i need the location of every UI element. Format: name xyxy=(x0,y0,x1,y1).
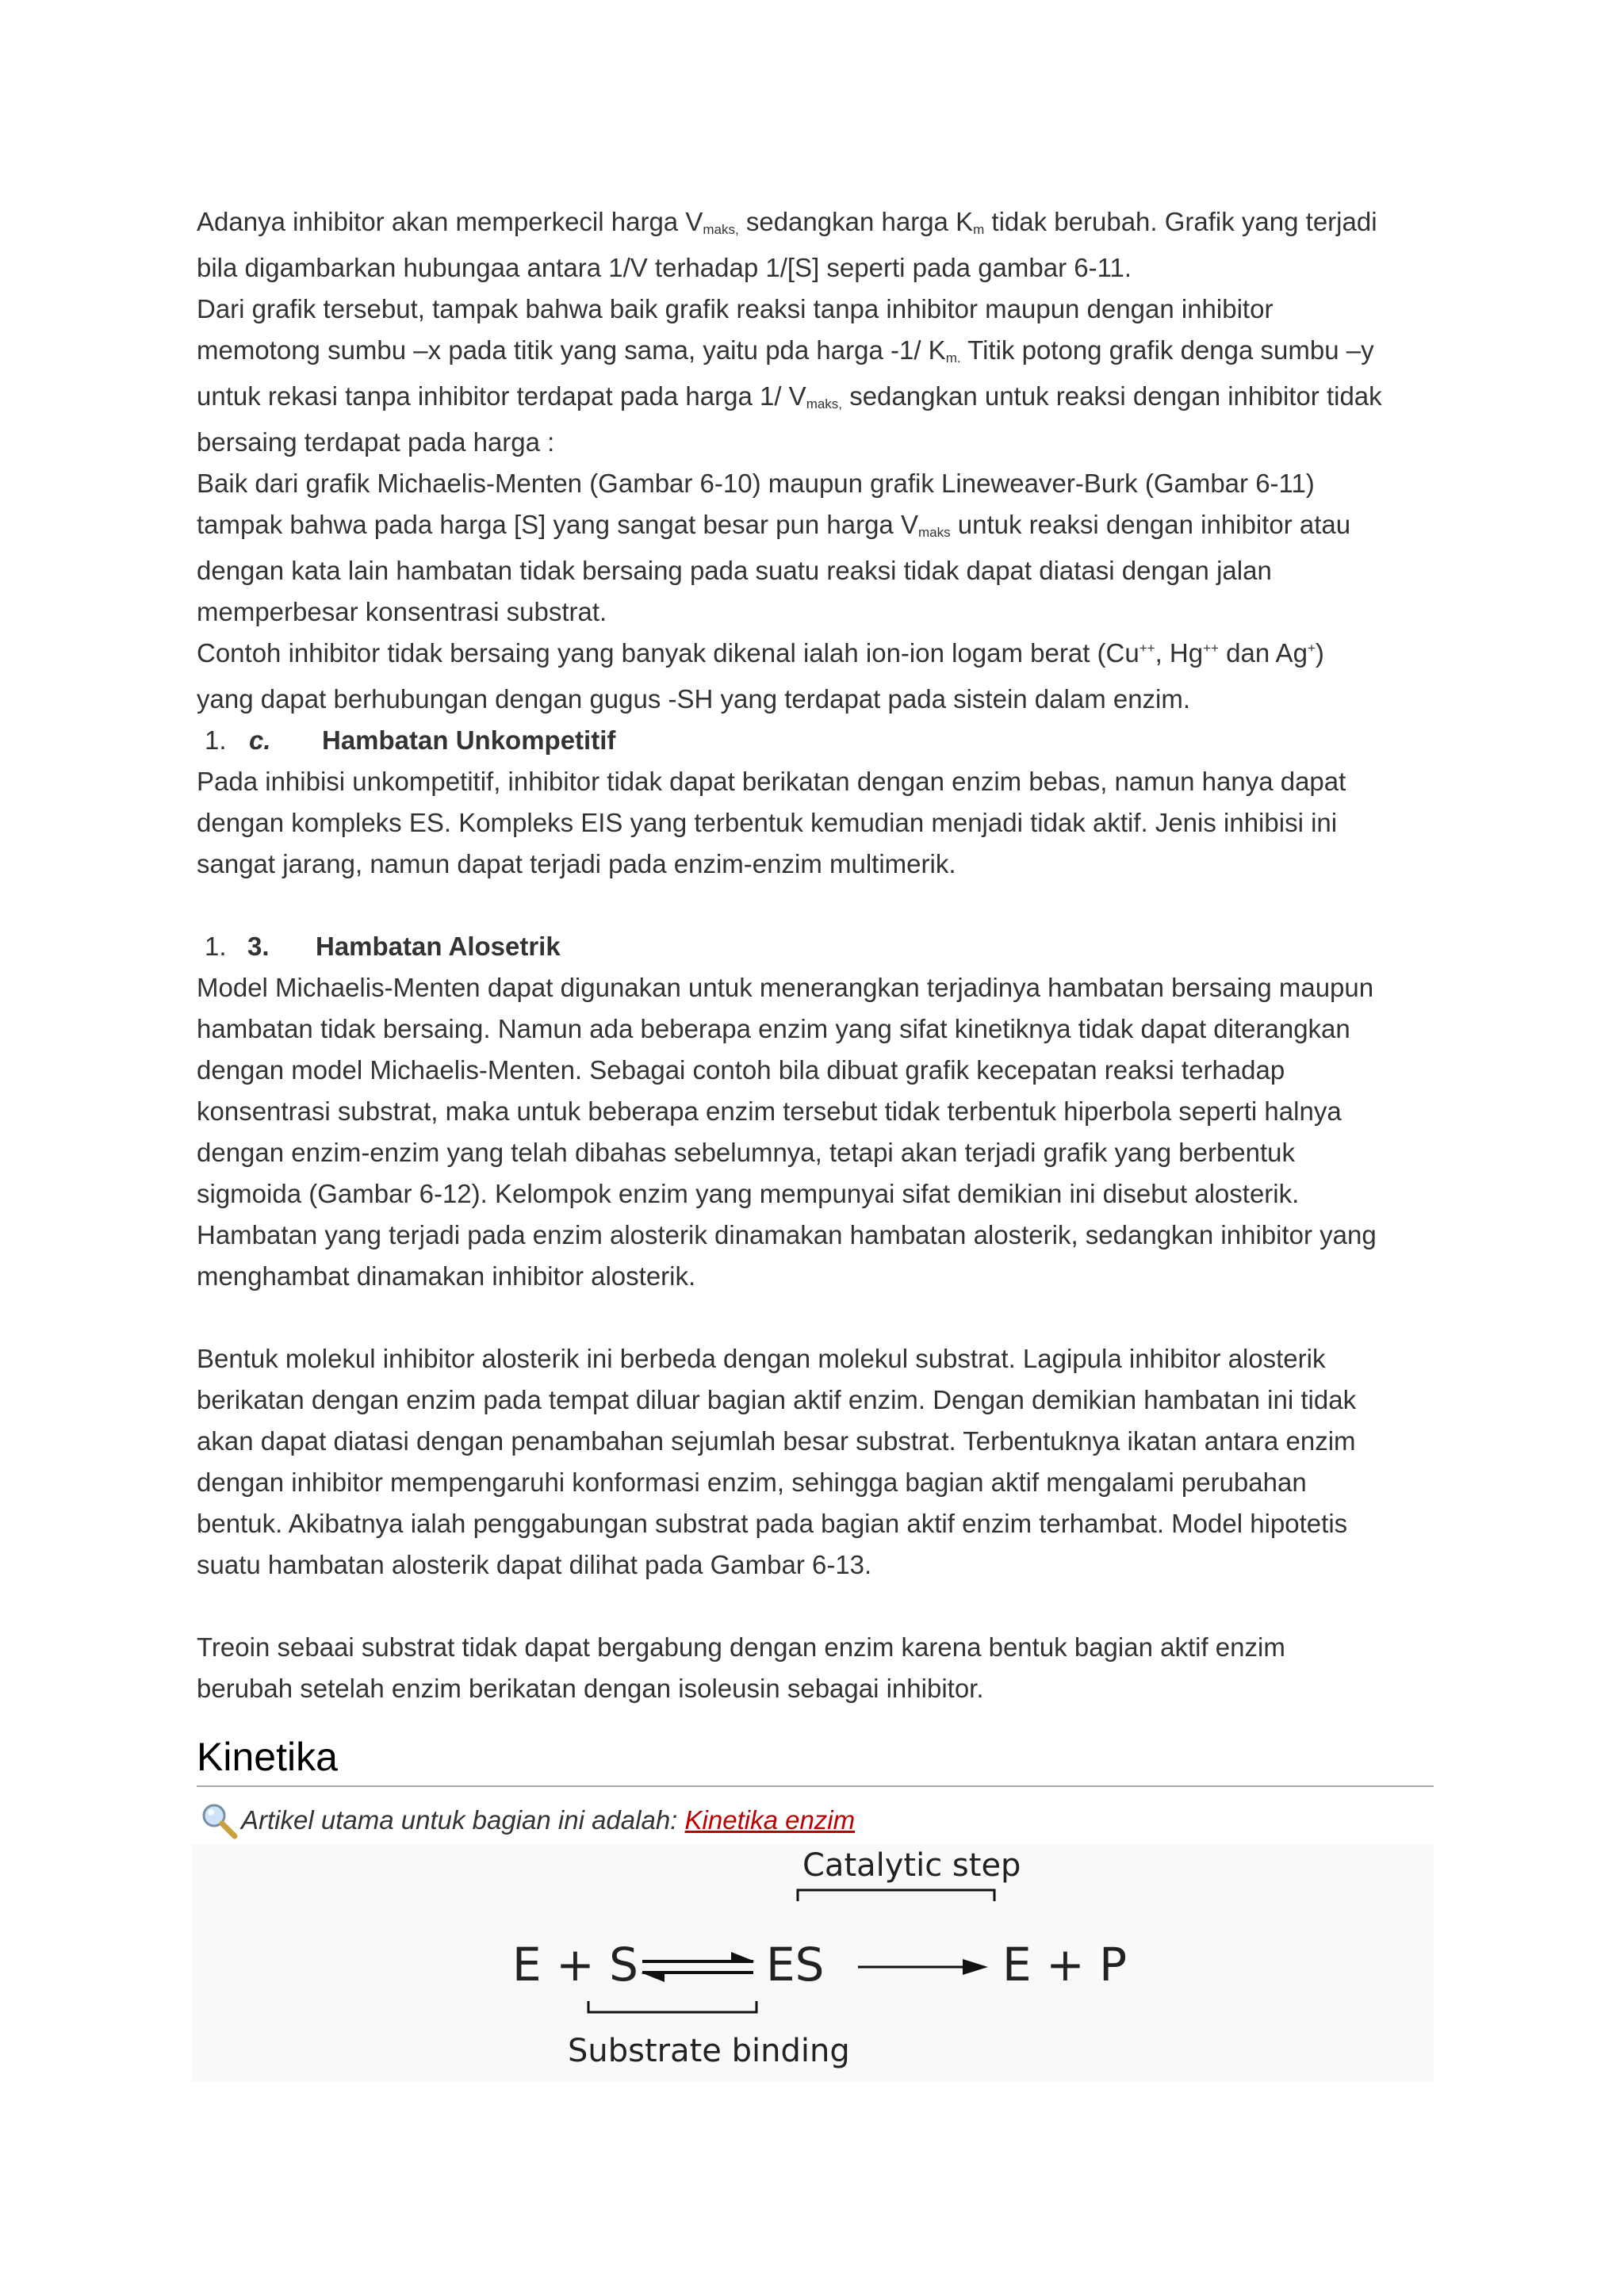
paragraph-graph-intercept xyxy=(197,289,1434,463)
list-heading-alosterik xyxy=(197,926,1434,967)
document-body xyxy=(197,201,1434,2082)
subscript-m: m xyxy=(973,222,985,237)
text: untuk rekasi tanpa inhibitor terdapat pada harga 1/ V xyxy=(197,381,806,411)
text: dan Ag xyxy=(1218,638,1308,668)
paragraph-heavy-metal-example xyxy=(197,633,1434,720)
paragraph-treoin xyxy=(197,1627,1434,1709)
superscript: ++ xyxy=(1203,641,1219,656)
list-letter: 3. xyxy=(247,932,270,961)
superscript: + xyxy=(1307,641,1316,656)
text: bersaing terdapat pada harga : xyxy=(197,427,555,457)
list-title: Hambatan Alosetrik xyxy=(316,932,561,961)
text: Model Michaelis-Menten dapat digunakan untuk menerangkan terjadinya hambatan bersaing maupun xyxy=(197,973,1374,1002)
text: menghambat dinamakan inhibitor alosterik. xyxy=(197,1261,696,1291)
text: sangat jarang, namun dapat terjadi pada enzim-enzim multimerik. xyxy=(197,849,956,878)
text: yang dapat berhubungan dengan gugus -SH yang terdapat pada sistein dalam enzim. xyxy=(197,684,1191,714)
substrate-binding-label: Substrate binding xyxy=(568,2033,850,2069)
list-heading-unkompetitif xyxy=(197,720,1434,761)
text: Baik dari grafik Michaelis-Menten (Gambar 6-10) maupun grafik Lineweaver-Burk (Gambar 6-11) xyxy=(197,469,1315,498)
right-term: E + P xyxy=(1002,1938,1128,1992)
catalytic-arrow-head xyxy=(963,1959,988,1975)
catalytic-bracket xyxy=(798,1890,994,1901)
reaction-diagram xyxy=(192,1844,1434,2082)
left-term: E + S xyxy=(512,1938,638,1992)
paragraph-inhibitor-vmax xyxy=(197,201,1434,289)
section-heading-kinetika: Kinetika xyxy=(197,1709,1434,1787)
text: dengan model Michaelis-Menten. Sebagai contoh bila dibuat grafik kecepatan reaksi terhadap xyxy=(197,1055,1285,1085)
text: Dari grafik tersebut, tampak bahwa baik grafik reaksi tanpa inhibitor maupun dengan inhibitor xyxy=(197,294,1274,323)
reaction-diagram-svg xyxy=(192,1844,1434,2082)
text: untuk reaksi dengan inhibitor atau xyxy=(950,510,1351,539)
binding-bracket xyxy=(588,2001,756,2012)
main-article-note xyxy=(197,1800,1434,1844)
main-article-prefix: Artikel utama untuk bagian ini adalah: xyxy=(241,1805,685,1835)
text: bentuk. Akibatnya ialah penggabungan substrat pada bagian aktif enzim terhambat. Model hipotetis xyxy=(197,1509,1348,1538)
text: dengan enzim-enzim yang telah dibahas sebelumnya, tetapi akan terjadi grafik yang berbentuk xyxy=(197,1138,1296,1167)
list-number: 1. xyxy=(205,932,227,961)
text: memotong sumbu –x pada titik yang sama, yaitu pda harga -1/ K xyxy=(197,335,946,365)
text: konsentrasi substrat, maka untuk beberapa enzim tersebut tidak terbentuk hiperbola seperti halnya xyxy=(197,1096,1342,1126)
list-number: 1. xyxy=(205,725,227,755)
text: dengan kata lain hambatan tidak bersaing pada suatu reaksi tidak dapat diatasi dengan jalan xyxy=(197,556,1272,585)
text: Contoh inhibitor tidak bersaing yang banyak dikenal ialah ion-ion logam berat (Cu xyxy=(197,638,1139,668)
text: akan dapat diatasi dengan penambahan sejumlah besar substrat. Terbentuknya ikatan antara enzim xyxy=(197,1426,1356,1456)
list-letter: c. xyxy=(249,725,271,755)
text: Pada inhibisi unkompetitif, inhibitor tidak dapat berikatan dengan enzim bebas, namun hanya dapat xyxy=(197,767,1346,796)
text: sedangkan untuk reaksi dengan inhibitor tidak xyxy=(842,381,1382,411)
text: tampak bahwa pada harga [S] yang sangat besar pun harga V xyxy=(197,510,918,539)
text: memperbesar konsentrasi substrat. xyxy=(197,597,607,626)
text: Titik potong grafik denga sumbu –y xyxy=(960,335,1374,365)
text: Treoin sebaai substrat tidak dapat bergabung dengan enzim karena bentuk bagian aktif enzim xyxy=(197,1632,1285,1662)
text: hambatan tidak bersaing. Namun ada beberapa enzim yang sifat kinetiknya tidak dapat diterangkan xyxy=(197,1014,1350,1043)
text: berubah setelah enzim berikatan dengan isoleusin sebagai inhibitor. xyxy=(197,1674,984,1703)
text: suatu hambatan alosterik dapat dilihat pada Gambar 6-13. xyxy=(197,1550,872,1579)
subscript-maks: maks, xyxy=(806,396,843,411)
text: Bentuk molekul inhibitor alosterik ini berbeda dengan molekul substrat. Lagipula inhibitor alosterik xyxy=(197,1344,1326,1373)
list-title: Hambatan Unkompetitif xyxy=(322,725,616,755)
paragraph-alosterik-model xyxy=(197,967,1434,1297)
subscript-maks: maks, xyxy=(703,222,739,237)
text: dengan inhibitor mempengaruhi konformasi enzim, sehingga bagian aktif mengalami perubahan xyxy=(197,1468,1307,1497)
text: , Hg xyxy=(1155,638,1204,668)
text: Adanya inhibitor akan memperkecil harga V xyxy=(197,207,703,236)
text: sigmoida (Gambar 6-12). Kelompok enzim yang mempunyai sifat demikian ini disebut alosterik. xyxy=(197,1179,1300,1208)
paragraph-unkompetitif xyxy=(197,761,1434,885)
text: tidak berubah. Grafik yang terjadi xyxy=(984,207,1377,236)
middle-term: ES xyxy=(766,1938,825,1992)
text: ) xyxy=(1315,638,1324,668)
text: dengan kompleks ES. Kompleks EIS yang terbentuk kemudian menjadi tidak aktif. Jenis inhibisi ini xyxy=(197,808,1338,837)
catalytic-step-label: Catalytic step xyxy=(802,1847,1021,1884)
subscript-m: m. xyxy=(945,350,961,365)
paragraph-alosterik-shape xyxy=(197,1338,1434,1586)
text: berikatan dengan enzim pada tempat diluar bagian aktif enzim. Dengan demikian hambatan ini tidak xyxy=(197,1385,1357,1414)
subscript-maks: maks xyxy=(917,525,951,540)
main-article-link[interactable]: Kinetika enzim xyxy=(684,1805,856,1835)
text: bila digambarkan hubungaa antara 1/V terhadap 1/[S] seperti pada gambar 6-11. xyxy=(197,253,1132,282)
superscript: ++ xyxy=(1139,641,1155,656)
paragraph-michaelis-menten xyxy=(197,463,1434,633)
text: sedangkan harga K xyxy=(738,207,974,236)
text: Hambatan yang terjadi pada enzim alosterik dinamakan hambatan alosterik, sedangkan inhibitor yang xyxy=(197,1220,1377,1249)
